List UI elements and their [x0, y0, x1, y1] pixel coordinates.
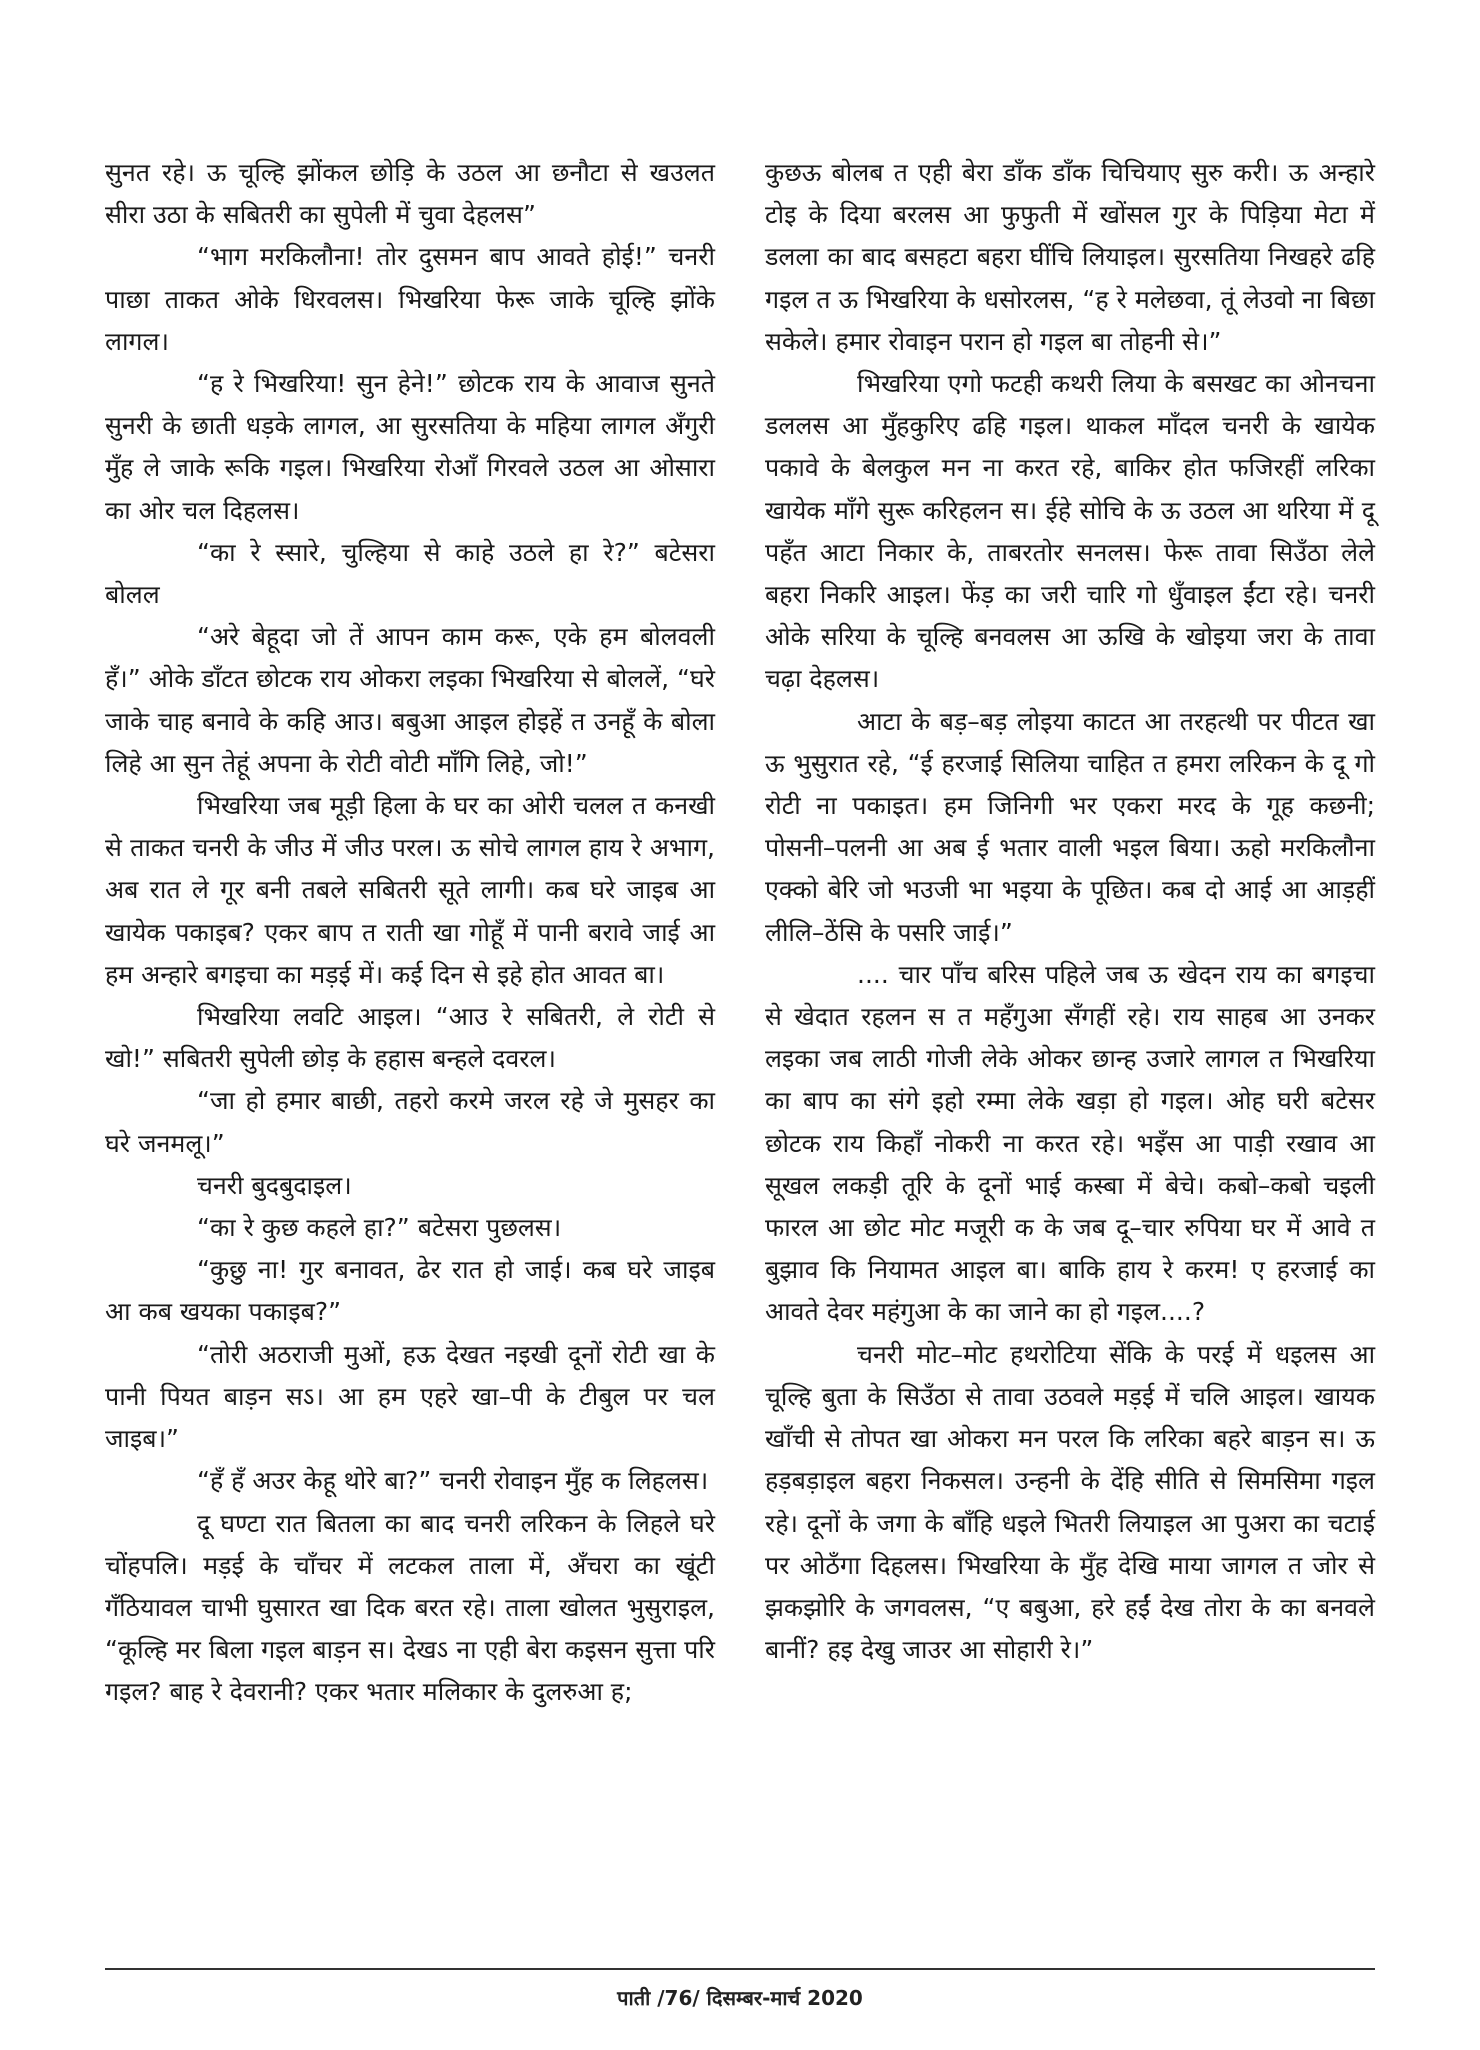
paragraph: सुनत रहे। ऊ चूल्हि झोंकल छोड़ि के उठल आ छनौटा से खउलत सीरा उठा के सबितरी का सुपेली में चुवा देहलस”: [105, 158, 715, 230]
paragraph: कुछऊ बोलब त एही बेरा डाँक डाँक चिचियाए सुरु करी। ऊ अन्हारे टोइ के दिया बरलस आ फुफुती में खोंसल गुर के पिड़िया मेटा में डलला का बाद बसहटा बहरा घींचि लियाइल। सुरसतिया निखहरे ढहि गइल त ऊ भिखरिया के धसोरलस, “ह रे मलेछवा, तूं लेउवो ना बिछा सकेले। हमार रोवाइन परान हो गइल बा तोहनी से।”: [765, 158, 1375, 356]
paragraph: भिखरिया लवटि आइल। “आउ रे सबितरी, ले रोटी से खो!” सबितरी सुपेली छोड़ के हहास बन्हले दवरल।: [105, 1002, 715, 1074]
footer-rule: [105, 1968, 1375, 1970]
right-column: [765, 152, 1375, 1671]
paragraph: भिखरिया जब मूड़ी हिला के घर का ओरी चलल त कनखी से ताकत चनरी के जीउ में जीउ परल। ऊ सोचे लागल हाय रे अभाग, अब रात ले गूर बनी तबले सबितरी सूते लागी। कब घरे जाइब आ खायेक पकाइब? एकर बाप त राती खा गोहूँ में पानी बरावे जाई आ हम अन्हारे बगइचा का मड़ई में। कई दिन से इहे होत आवत बा।: [105, 791, 715, 989]
paragraph: “भाग मरकिलौना! तोर दुसमन बाप आवते होई!” चनरी पाछा ताकत ओके धिरवलस। भिखरिया फेरू जाके चूल्हि झोंके लागल।: [105, 242, 715, 356]
paragraph: भिखरिया एगो फटही कथरी लिया के बसखट का ओनचना डललस आ मुँहकुरिए ढहि गइल। थाकल माँदल चनरी के खायेक पकावे के बेलकुल मन ना करत रहे, बाकिर होत फजिरहीं लरिका खायेक माँगे सुरू करिहलन स। ईहे सोचि के ऊ उठल आ थरिया में दू पहँत आटा निकार के, ताबरतोर सनलस। फेरू तावा सिउँठा लेले बहरा निकरि आइल। फेंड़ का जरी चारि गो धुँवाइल ईंटा रहे। चनरी ओके सरिया के चूल्हि बनवलस आ ऊखि के खोइया जरा के तावा चढ़ा देहलस।: [765, 369, 1375, 694]
paragraph: “हँ हँ अउर केहू थोरे बा?” चनरी रोवाइन मुँह क लिहलस।: [197, 1466, 709, 1496]
paragraph: चनरी मोट–मोट हथरोटिया सेंकि के परई में धइलस आ चूल्हि बुता के सिउँठा से तावा उठवले मड़ई में चलि आइल। खायक खाँची से तोपत खा ओकरा मन परल कि लरिका बहरे बाड़न स। ऊ हड़बड़ाइल बहरा निकसल। उन्हनी के देंहि सीति से सिमसिमा गइल रहे। दूनों के जगा के बाँहि धइले भितरी लियाइल आ पुअरा का चटाई पर ओठँगा दिहलस। भिखरिया के मुँह देखि माया जागल त जोर से झकझोरि के जगवलस, “ए बबुआ, हरे हईं देख तोरा के का बनवले बानीं? हइ देखु जाउर आ सोहारी रे।”: [765, 1339, 1375, 1665]
paragraph: चनरी बुदबुदाइल।: [197, 1170, 352, 1200]
paragraph: .... चार पाँच बरिस पहिले जब ऊ खेदन राय का बगइचा से खेदात रहलन स त महँगुआ सँगहीं रहे। राय साहब आ उनकर लइका जब लाठी गोजी लेके ओकर छान्ह उजारे लागल त भिखरिया का बाप का संगे इहो रम्मा लेके खड़ा हो गइल। ओह घरी बटेसर छोटक राय किहाँ नोकरी ना करत रहे। भइँस आ पाड़ी रखाव आ सूखल लकड़ी तूरि के दूनों भाई कस्बा में बेचे। कबो–कबो चइली फारल आ छोट मोट मजूरी क के जब दू–चार रुपिया घर में आवे त बुझाव कि नियामत आइल बा। बाकि हाय रे करम! ए हरजाई का आवते देवर महंगुआ के का जाने का हो गइल....?: [765, 959, 1375, 1327]
paragraph: “का रे स्सारे, चुल्हिया से काहे उठले हा रे?” बटेसरा बोलल: [105, 537, 715, 610]
left-column: [105, 152, 715, 1714]
paragraph: “का रे कुछ कहले हा?” बटेसरा पुछलस।: [197, 1213, 562, 1243]
paragraph: “कुछु ना! गुर बनावत, ढेर रात हो जाई। कब घरे जाइब आ कब खयका पकाइब?”: [105, 1255, 715, 1327]
paragraph: दू घण्टा रात बितला का बाद चनरी लरिकन के लिहले घरे चोंहपलि। मड़ई के चाँचर में लटकल ताला में, अँचरा का खूंटी गँठियावल चाभी घुसारत खा दिक बरत रहे। ताला खोलत भुसुराइल, “कूल्हि मर बिला गइल बाड़न स। देखऽ ना एही बेरा कइसन सुत्ता परि गइल? बाह रे देवरानी? एकर भतार मलिकार के दुलरुआ ह;: [105, 1508, 715, 1707]
paragraph: “जा हो हमार बाछी, तहरो करमे जरल रहे जे मुसहर का घरे जनमलू।”: [105, 1086, 715, 1158]
paragraph: “अरे बेहूदा जो तें आपन काम करू, एके हम बोलवली हँ।” ओके डाँटत छोटक राय ओकरा लइका भिखरिया से बोललें, “घरे जाके चाह बनावे के कहि आउ। बबुआ आइल होइहें त उनहूँ के बोला लिहे आ सुन तेहूं अपना के रोटी वोटी माँगि लिहे, जो!”: [105, 622, 715, 778]
page-footer: पाती /76/ दिसम्बर-मार्च 2020: [617, 1986, 863, 2010]
paragraph: “ह रे भिखरिया! सुन हेने!” छोटक राय के आवाज सुनते सुनरी के छाती धड़के लागल, आ सुरसतिया के महिया लागल अँगुरी मुँह ले जाके रूकि गइल। भिखरिया रोआँ गिरवले उठल आ ओसारा का ओर चल दिहलस।: [105, 369, 715, 525]
paragraph: आटा के बड़–बड़ लोइया काटत आ तरहत्थी पर पीटत खा ऊ भुसुरात रहे, “ई हरजाई सिलिया चाहित त हमरा लरिकन के दू गो रोटी ना पकाइत। हम जिनिगी भर एकरा मरद के गूह कछनी; पोसनी–पलनी आ अब ई भतार वाली भइल बिया। ऊहो मरकिलौना एक्को बेरि जो भउजी भा भइया के पूछित। कब दो आई आ आड़हीं लीलि–ठेंसि के पसरि जाई।”: [765, 706, 1375, 947]
paragraph: “तोरी अठराजी मुओं, हऊ देखत नइखी दूनों रोटी खा के पानी पियत बाड़न सऽ। आ हम एहरे खा–पी के टीबुल पर चल जाइब।”: [105, 1339, 715, 1454]
